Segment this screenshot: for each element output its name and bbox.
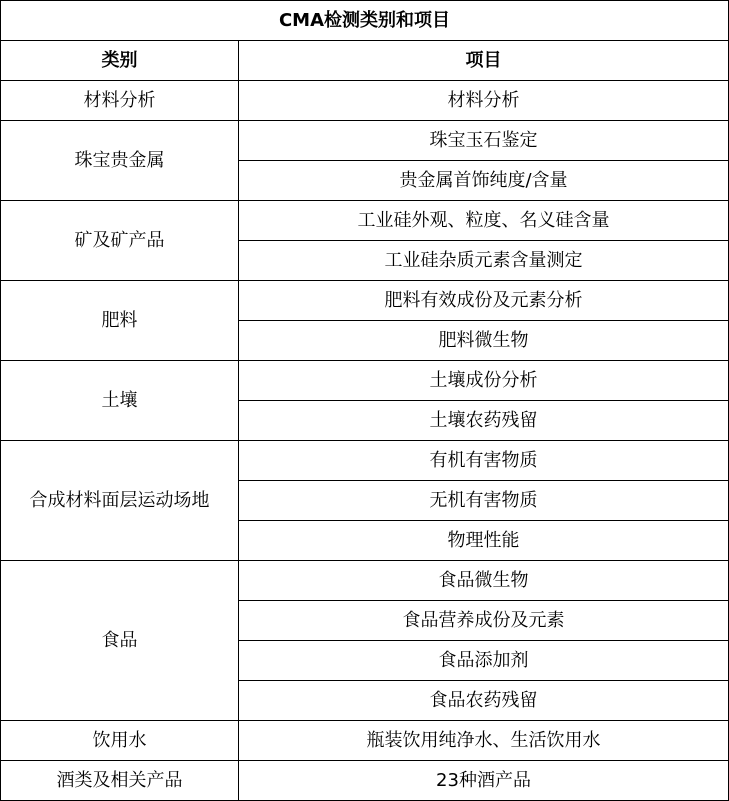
table-row (1, 721, 729, 761)
table-row (1, 121, 729, 161)
item-cell: 贵金属首饰纯度/含量 (239, 161, 729, 201)
item-cell: 珠宝玉石鉴定 (239, 121, 729, 161)
table-title: CMA检测类别和项目 (1, 1, 729, 41)
category-cell: 酒类及相关产品 (1, 761, 239, 801)
table-row (1, 81, 729, 121)
item-cell: 肥料有效成份及元素分析 (239, 281, 729, 321)
table-row (1, 361, 729, 401)
category-cell: 食品 (1, 561, 239, 721)
item-cell: 材料分析 (239, 81, 729, 121)
table-row (1, 561, 729, 601)
table-row (1, 761, 729, 801)
item-cell: 瓶装饮用纯净水、生活饮用水 (239, 721, 729, 761)
table-row (1, 441, 729, 481)
item-cell: 有机有害物质 (239, 441, 729, 481)
header-row (1, 41, 729, 81)
item-cell: 肥料微生物 (239, 321, 729, 361)
category-cell: 矿及矿产品 (1, 201, 239, 281)
table-row (1, 281, 729, 321)
table-body (1, 1, 729, 801)
title-row (1, 1, 729, 41)
item-cell: 工业硅杂质元素含量测定 (239, 241, 729, 281)
item-cell: 无机有害物质 (239, 481, 729, 521)
category-cell: 饮用水 (1, 721, 239, 761)
item-cell: 食品营养成份及元素 (239, 601, 729, 641)
item-cell: 食品添加剂 (239, 641, 729, 681)
category-cell: 珠宝贵金属 (1, 121, 239, 201)
item-cell: 食品农药残留 (239, 681, 729, 721)
category-cell: 材料分析 (1, 81, 239, 121)
category-cell: 肥料 (1, 281, 239, 361)
table-row (1, 201, 729, 241)
category-cell: 合成材料面层运动场地 (1, 441, 239, 561)
item-cell: 土壤农药残留 (239, 401, 729, 441)
item-cell: 23种酒产品 (239, 761, 729, 801)
header-category: 类别 (1, 41, 239, 81)
item-cell: 工业硅外观、粒度、名义硅含量 (239, 201, 729, 241)
header-item: 项目 (239, 41, 729, 81)
item-cell: 食品微生物 (239, 561, 729, 601)
item-cell: 土壤成份分析 (239, 361, 729, 401)
category-cell: 土壤 (1, 361, 239, 441)
item-cell: 物理性能 (239, 521, 729, 561)
